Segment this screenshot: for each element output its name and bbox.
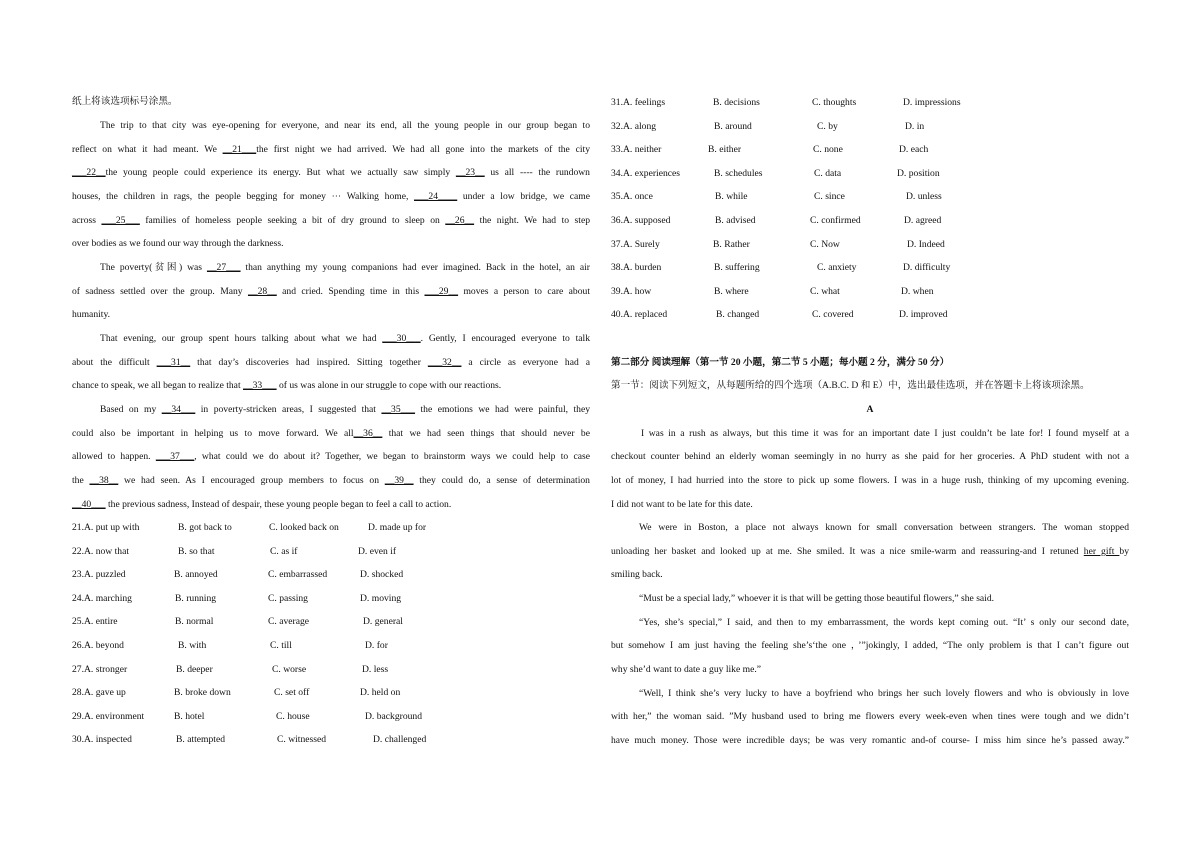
- passage-line: have much money. Those were incredible days; be was very romantic and-of course- I miss him since he’s passed away.”: [611, 735, 1129, 746]
- para-line: reflect on what it had meant. We __21___the first night we had arrived. We had all gone into the markets of the city: [72, 144, 590, 155]
- option-c: C. embarrassed: [268, 569, 328, 581]
- passage-line: unloading her basket and looked up at me. She smiled. It was a nice smile-warm and reassuring-and I retuned her gift by: [611, 546, 1129, 557]
- para-line: over bodies as we found our way through the darkness.: [72, 238, 284, 249]
- option-a: 25.A. entire: [72, 616, 118, 628]
- option-c: C. Now: [810, 238, 840, 250]
- option-a: 30.A. inspected: [72, 734, 132, 746]
- header-line: 纸上将该选项标号涂黑。: [72, 96, 178, 107]
- passage-line: lot of money, I had hurried into the store to pick up some flowers. I was in a huge rush, thinking of my upcoming evening.: [611, 475, 1129, 486]
- passage-line: “Well, I think she’s very lucky to have a boyfriend who brings her such lovely flowers and who is obviously in love: [639, 688, 1129, 699]
- option-b: B. decisions: [713, 97, 760, 108]
- option-d: D. moving: [360, 592, 402, 604]
- option-a: 31.A. feelings: [611, 97, 666, 108]
- option-a: 34.A. experiences: [611, 167, 680, 179]
- passage-line: “Yes, she’s special,” I said, and then to my embarrassment, the words kept coming out. “It’ s only our second date,: [639, 617, 1129, 628]
- para-line: The trip to that city was eye-opening for everyone, and near its end, all the young people in our group began to: [100, 120, 590, 131]
- option-b: B. advised: [715, 215, 756, 226]
- para-line: humanity.: [72, 309, 111, 320]
- passage-line: I did not want to be late for this date.: [611, 499, 753, 510]
- option-c: C. worse: [272, 663, 307, 675]
- para-line: allowed to happen. ___37___, what could we do about it? Together, we began to brainstorm ways we could help to case: [72, 451, 590, 462]
- option-b: B. normal: [175, 616, 214, 628]
- option-b: B. around: [714, 120, 752, 132]
- blank-30: ___30___: [382, 333, 421, 344]
- passage-line: smiling back.: [611, 569, 663, 580]
- blank-40: __40___: [72, 499, 106, 510]
- option-d: D. each: [899, 144, 929, 156]
- blank-22: ___22__: [72, 167, 106, 178]
- option-b: B. changed: [716, 309, 760, 321]
- option-d: D. for: [365, 640, 388, 651]
- blank-29: ___29__: [424, 286, 459, 297]
- option-d: D. Indeed: [907, 238, 945, 250]
- blank-34: __34___: [161, 404, 196, 415]
- option-a: 29.A. environment: [72, 710, 145, 722]
- blank-25: ___25___: [101, 215, 140, 226]
- option-d: D. improved: [899, 309, 948, 321]
- option-d: D. position: [897, 167, 940, 179]
- blank-23: __23__: [455, 167, 485, 178]
- option-b: B. where: [714, 285, 749, 297]
- blank-36: __36__: [353, 428, 383, 439]
- passage-line: with her,” the woman said. ”My husband used to bring me flowers every week-even when tines were tough and we didn’t: [611, 711, 1129, 722]
- option-b: B. attempted: [176, 734, 226, 746]
- para-line: That evening, our group spent hours talking about what we had ___30___. Gently, I encouraged everyone to talk: [100, 333, 590, 344]
- option-a: 36.A. supposed: [611, 215, 671, 226]
- passage-label: A: [866, 404, 874, 415]
- option-a: 26.A. beyond: [72, 640, 124, 651]
- option-d: D. even if: [358, 545, 397, 557]
- option-b: B. suffering: [714, 262, 760, 274]
- passage-line: why she’d want to date a guy like me.”: [611, 664, 761, 675]
- blank-27: __27___: [206, 262, 241, 273]
- para-line: __40___ the previous sadness, Instead of despair, these young people began to feel a call to action.: [72, 499, 452, 510]
- option-d: D. held on: [360, 687, 401, 699]
- option-c: C. witnessed: [277, 734, 327, 746]
- para-line: could also be important in helping us to move forward. We all__36__ that we had seen things that should never be: [72, 428, 590, 439]
- option-c: C. set off: [274, 687, 310, 699]
- blank-26: __26__: [445, 215, 475, 226]
- option-b: B. schedules: [714, 167, 763, 179]
- option-d: D. general: [363, 616, 403, 628]
- option-d: D. shocked: [360, 569, 404, 581]
- option-c: C. anxiety: [817, 262, 857, 274]
- para-line: ___22__the young people could experience its energy. But what we actually saw simply __23__ us all ---- the rundown: [72, 167, 590, 178]
- section-title: 第二部分 阅读理解（第一节 20 小题，第二节 5 小题；每小题 2 分，满分 50 分）: [611, 357, 950, 368]
- para-line: houses, the children in rags, the people begging for money ⋯ Walking home, ___24____ under a low bridge, we came: [72, 191, 591, 202]
- option-c: C. what: [810, 285, 840, 297]
- blank-39: __39__: [384, 475, 414, 486]
- option-c: C. average: [268, 616, 310, 628]
- blank-37: ___37___: [155, 451, 195, 462]
- passage-line: We were in Boston, a place not always known for small conversation between strangers. The woman stopped: [639, 522, 1129, 533]
- option-a: 38.A. burden: [611, 262, 662, 274]
- option-b: B. Rather: [713, 238, 750, 250]
- option-a: 21.A. put up with: [72, 522, 140, 533]
- para-line: the __38__ we had seen. As I encouraged group members to focus on __39__ they could do, a sense of determination: [72, 475, 590, 486]
- para-line: of sadness settled over the group. Many __28__ and cried. Spending time in this ___29__ moves a person to care about: [72, 286, 590, 297]
- blank-32: ___32__: [427, 357, 462, 368]
- option-a: 39.A. how: [611, 285, 652, 297]
- option-c: C. confirmed: [810, 215, 861, 226]
- option-d: D. when: [901, 285, 934, 297]
- option-d: D. agreed: [904, 215, 942, 226]
- option-d: D. made up for: [368, 522, 427, 533]
- para-line: The poverty(贫困) was __27___ than anything my young companions had ever imagined. Back in the hotel, an air: [100, 262, 590, 273]
- option-d: D. impressions: [903, 97, 961, 108]
- option-b: B. so that: [178, 545, 215, 557]
- option-d: D. background: [365, 710, 423, 722]
- option-b: B. broke down: [174, 687, 231, 699]
- option-b: B. annoyed: [174, 569, 218, 581]
- option-b: B. while: [715, 191, 748, 203]
- option-b: B. hotel: [174, 710, 205, 722]
- option-b: B. got back to: [178, 522, 232, 533]
- section-instructions: 第一节：阅读下列短文，从每题所给的四个选项（A.B.C. D 和 E）中，选出最佳选项，并在答题卡上将该项涂黑。: [611, 380, 1090, 391]
- option-a: 37.A. Surely: [611, 238, 660, 250]
- option-d: D. difficulty: [903, 262, 951, 274]
- para-line: across ___25___ families of homeless people seeking a bit of dry ground to sleep on __26__ the night. We had to step: [72, 215, 590, 226]
- option-a: 32.A. along: [611, 120, 657, 132]
- option-c: C. till: [270, 640, 292, 651]
- option-a: 23.A. puzzled: [72, 569, 126, 581]
- blank-31: ___31__: [156, 357, 191, 368]
- option-a: 28.A. gave up: [72, 687, 126, 699]
- passage-line: checkout counter behind an elderly woman seemingly in no hurry as she paid for her groceries. A PhD student with not a: [611, 451, 1129, 462]
- option-c: C. as if: [270, 545, 298, 557]
- option-c: C. since: [814, 191, 845, 203]
- option-b: B. running: [175, 592, 217, 604]
- option-a: 40.A. replaced: [611, 309, 668, 321]
- option-a: 24.A. marching: [72, 592, 132, 604]
- blank-35: __35___: [381, 404, 416, 415]
- option-a: 22.A. now that: [72, 545, 130, 557]
- option-c: C. by: [817, 120, 838, 132]
- option-b: B. either: [708, 144, 742, 156]
- para-line: chance to speak, we all began to realize that __33___ of us was alone in our struggle to cope with our reactions.: [72, 380, 502, 391]
- option-a: 33.A. neither: [611, 144, 662, 156]
- option-a: 35.A. once: [611, 191, 653, 203]
- blank-24: ___24____: [414, 191, 458, 202]
- option-b: B. with: [178, 640, 207, 651]
- option-d: D. unless: [906, 191, 942, 203]
- option-c: C. passing: [268, 592, 308, 604]
- option-d: D. challenged: [373, 734, 427, 746]
- option-d: D. in: [905, 120, 925, 132]
- option-c: C. looked back on: [269, 522, 339, 533]
- para-line: about the difficult ___31__ that day’s discoveries had inspired. Sitting together ___32__ a circle as everyone had a: [72, 357, 590, 368]
- blank-33: __33___: [243, 380, 277, 391]
- option-c: C. house: [276, 710, 310, 722]
- blank-28: __28__: [247, 286, 277, 297]
- passage-line: but somehow I am just having the feeling she’s‘the one ，’”jokingly, I added, “The only problem is that I can’t figure out: [611, 640, 1129, 651]
- option-a: 27.A. stronger: [72, 663, 128, 675]
- option-b: B. deeper: [176, 663, 213, 675]
- para-line: Based on my __34___ in poverty-stricken areas, I suggested that __35___ the emotions we had were painful, they: [100, 404, 590, 415]
- passage-line: “Must be a special lady,” whoever it is that will be getting those beautiful flowers,” she said.: [639, 593, 995, 604]
- underlined-phrase: her gift: [1083, 546, 1120, 557]
- option-c: C. data: [814, 167, 842, 179]
- blank-21: __21___: [222, 144, 257, 155]
- option-c: C. covered: [812, 309, 854, 321]
- option-d: D. less: [362, 663, 389, 675]
- passage-line: I was in a rush as always, but this time it was for an important date I just couldn’t be late for! I found myself at a: [641, 428, 1129, 439]
- blank-38: __38__: [89, 475, 119, 486]
- option-c: C. thoughts: [812, 97, 857, 108]
- option-c: C. none: [813, 144, 843, 156]
